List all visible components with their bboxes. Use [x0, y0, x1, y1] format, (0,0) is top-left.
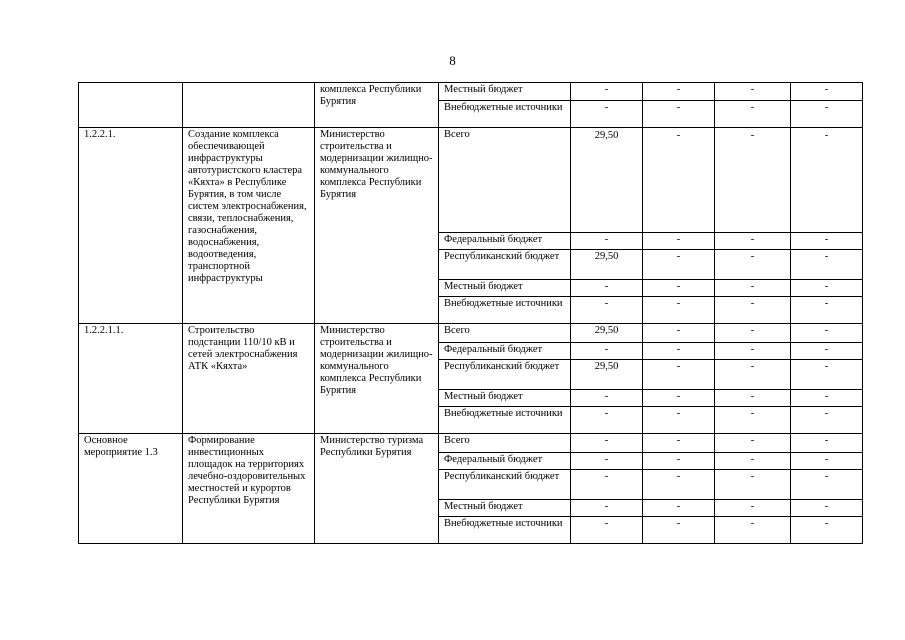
value-cell: - [715, 250, 791, 280]
value-cell: - [715, 233, 791, 250]
measure-name-cell [183, 83, 315, 128]
funding-source-cell: Республиканский бюджет [439, 360, 571, 390]
value-cell: - [715, 517, 791, 544]
executor-cell: Министерство туризма Республики Бурятия [315, 434, 439, 544]
value-cell: 29,50 [571, 128, 643, 233]
value-cell: - [643, 500, 715, 517]
value-cell: - [571, 407, 643, 434]
value-cell: - [791, 407, 863, 434]
page-number: 8 [449, 53, 456, 68]
value-cell: 29,50 [571, 360, 643, 390]
funding-source-cell: Всего [439, 128, 571, 233]
funding-source-cell: Внебюджетные источники [439, 297, 571, 324]
value-cell: - [715, 500, 791, 517]
value-cell: - [791, 343, 863, 360]
funding-source-cell: Всего [439, 434, 571, 453]
value-cell: - [571, 453, 643, 470]
value-cell: - [791, 390, 863, 407]
value-cell: - [791, 434, 863, 453]
value-cell: - [715, 83, 791, 101]
value-cell: - [571, 434, 643, 453]
value-cell: - [715, 470, 791, 500]
table-row [79, 128, 863, 233]
value-cell: - [791, 500, 863, 517]
value-cell: - [791, 470, 863, 500]
value-cell: - [571, 297, 643, 324]
value-cell: - [643, 434, 715, 453]
value-cell: - [571, 500, 643, 517]
value-cell: - [643, 407, 715, 434]
value-cell: - [643, 517, 715, 544]
value-cell: - [571, 280, 643, 297]
value-cell: - [715, 343, 791, 360]
value-cell: - [715, 324, 791, 343]
value-cell: - [643, 250, 715, 280]
executor-cell: Министерство строительства и модернизации жилищно-коммунального комплекса Республики Бурятия [315, 324, 439, 434]
value-cell: - [643, 280, 715, 297]
value-cell: - [715, 280, 791, 297]
funding-source-cell: Всего [439, 324, 571, 343]
value-cell: - [643, 470, 715, 500]
value-cell: 29,50 [571, 324, 643, 343]
value-cell: - [791, 101, 863, 128]
value-cell: - [643, 360, 715, 390]
measure-code-cell: 1.2.2.1.1. [79, 324, 183, 434]
value-cell: 29,50 [571, 250, 643, 280]
measure-code-cell: 1.2.2.1. [79, 128, 183, 324]
funding-source-cell: Местный бюджет [439, 390, 571, 407]
value-cell: - [571, 343, 643, 360]
value-cell: - [715, 434, 791, 453]
value-cell: - [571, 101, 643, 128]
value-cell: - [643, 101, 715, 128]
funding-source-cell: Местный бюджет [439, 83, 571, 101]
value-cell: - [643, 324, 715, 343]
value-cell: - [791, 280, 863, 297]
value-cell: - [715, 128, 791, 233]
executor-cell: комплекса Республики Бурятия [315, 83, 439, 128]
measure-code-cell: Основное мероприятие 1.3 [79, 434, 183, 544]
value-cell: - [643, 233, 715, 250]
value-cell: - [571, 83, 643, 101]
value-cell: - [571, 470, 643, 500]
value-cell: - [791, 453, 863, 470]
value-cell: - [715, 407, 791, 434]
funding-source-cell: Внебюджетные источники [439, 407, 571, 434]
value-cell: - [643, 297, 715, 324]
funding-source-cell: Федеральный бюджет [439, 233, 571, 250]
value-cell: - [791, 83, 863, 101]
value-cell: - [791, 517, 863, 544]
funding-source-cell: Внебюджетные источники [439, 517, 571, 544]
value-cell: - [715, 390, 791, 407]
measure-code-cell [79, 83, 183, 128]
value-cell: - [715, 297, 791, 324]
value-cell: - [715, 453, 791, 470]
funding-source-cell: Федеральный бюджет [439, 453, 571, 470]
funding-source-cell: Республиканский бюджет [439, 470, 571, 500]
value-cell: - [791, 128, 863, 233]
measure-name-cell: Строительство подстанции 110/10 кВ и сетей электроснабжения АТК «Кяхта» [183, 324, 315, 434]
funding-source-cell: Местный бюджет [439, 500, 571, 517]
value-cell: - [643, 128, 715, 233]
value-cell: - [571, 233, 643, 250]
table-row [79, 324, 863, 343]
value-cell: - [791, 324, 863, 343]
budget-table [78, 82, 863, 544]
value-cell: - [791, 250, 863, 280]
executor-cell: Министерство строительства и модернизации жилищно-коммунального комплекса Республики Бурятия [315, 128, 439, 324]
measure-name-cell: Создание комплекса обеспечивающей инфраструктуры автотуристского кластера «Кяхта» в Республике Бурятия, в том числе систем электроснабжения, связи, теплоснабжения, газоснабжения, водоснабжения, водоотведения, транспортной инфраструктуры [183, 128, 315, 324]
value-cell: - [643, 83, 715, 101]
value-cell: - [791, 233, 863, 250]
value-cell: - [715, 101, 791, 128]
funding-source-cell: Федеральный бюджет [439, 343, 571, 360]
value-cell: - [715, 360, 791, 390]
value-cell: - [791, 297, 863, 324]
value-cell: - [571, 390, 643, 407]
funding-source-cell: Республиканский бюджет [439, 250, 571, 280]
measure-name-cell: Формирование инвестиционных площадок на территориях лечебно-оздоровительных местностей и курортов Республики Бурятия [183, 434, 315, 544]
value-cell: - [643, 390, 715, 407]
value-cell: - [643, 343, 715, 360]
funding-source-cell: Внебюджетные источники [439, 101, 571, 128]
table-row [79, 83, 863, 101]
value-cell: - [643, 453, 715, 470]
funding-source-cell: Местный бюджет [439, 280, 571, 297]
value-cell: - [571, 517, 643, 544]
table-row [79, 434, 863, 453]
value-cell: - [791, 360, 863, 390]
